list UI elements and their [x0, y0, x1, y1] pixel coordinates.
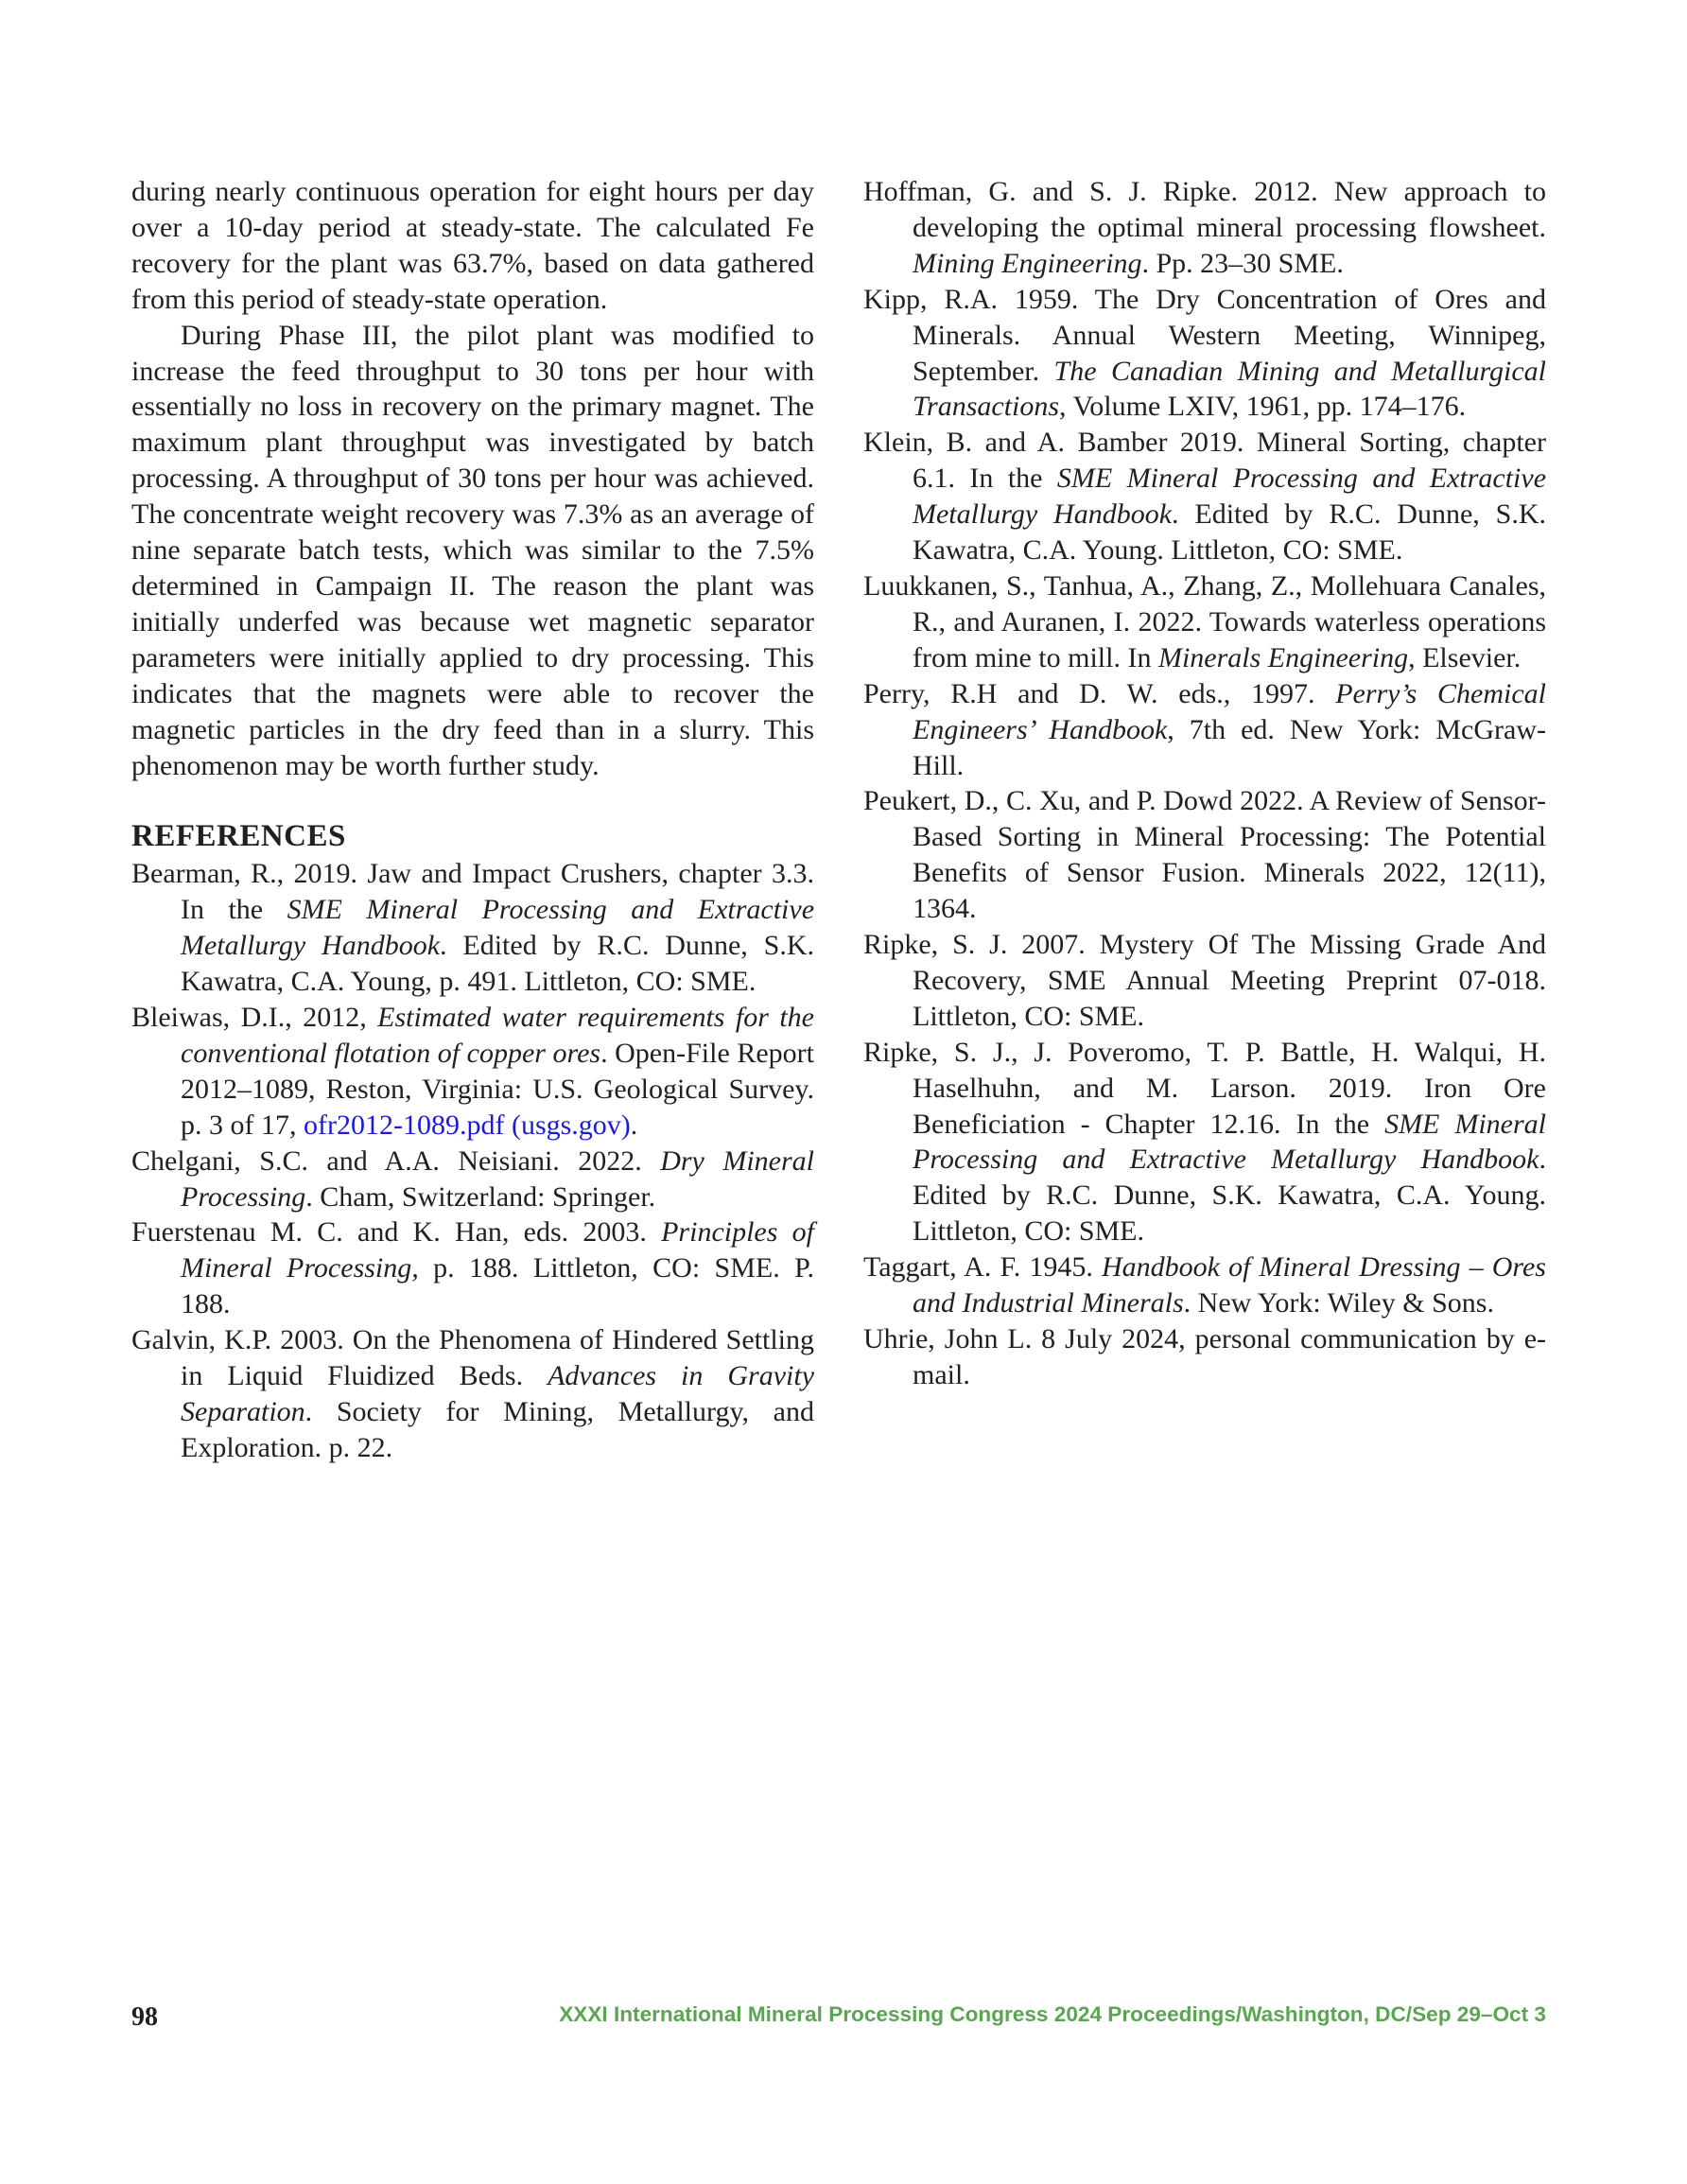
reference-link[interactable]: ofr2012-1089.pdf (usgs.gov): [304, 1109, 631, 1141]
reference-entry: Chelgani, S.C. and A.A. Neisiani. 2022. Dry Mineral Processing. Cham, Switzerland: Springer.: [131, 1144, 814, 1213]
reference-entry: Galvin, K.P. 2003. On the Phenomena of Hindered Settling in Liquid Fluidized Beds. Advances in Gravity Separation. Society for Mining, Metallurgy, and Exploration. p. 22.: [131, 1324, 815, 1463]
reference-entry: Klein, B. and A. Bamber 2019. Mineral Sorting, chapter 6.1. In the SME Mineral Processing and Extractive Metallurgy Handbook. Edited by R.C. Dunne, S.K. Kawatra, C.A. Young. Littleton, CO: SME.: [863, 427, 1547, 567]
reference-entry: Ripke, S. J., J. Poveromo, T. P. Battle, H. Walqui, H. Haselhuhn, and M. Larson. 2019. Iron Ore Beneficiation - Chapter 12.16. In the SME Mineral Processing and Extractive Metallurgy Handbook. Edited by R.C. Dunne, S.K. Kawatra, C.A. Young. Littleton, CO: SME.: [863, 1036, 1547, 1248]
reference-entry: Taggart, A. F. 1945. Handbook of Mineral Dressing – Ores and Industrial Minerals. New York: Wiley & Sons.: [863, 1251, 1546, 1319]
running-footer: XXXI International Mineral Processing Congress 2024 Proceedings/Washington, DC/Sep 29–Oct 3: [559, 2002, 1546, 2026]
body-paragraph: during nearly continuous operation for eight hours per day over a 10-day period at steady-state. The calculated Fe recovery for the plant was 63.7%, based on data gathered from this period of steady-state operation.: [131, 176, 814, 315]
reference-entry: Bleiwas, D.I., 2012, Estimated water requirements for the conventional flotation of copper ores. Open-File Report 2012–1089, Reston, Virginia: U.S. Geological Survey. p. 3 of 17, ofr2012-1089.pdf (usgs.gov).: [131, 1002, 815, 1141]
reference-entry: Bearman, R., 2019. Jaw and Impact Crushers, chapter 3.3. In the SME Mineral Processing and Extractive Metallurgy Handbook. Edited by R.C. Dunne, S.K. Kawatra, C.A. Young, p. 491. Littleton, CO: SME.: [131, 858, 815, 998]
references-heading: REFERENCES: [131, 819, 346, 854]
reference-entry: Luukkanen, S., Tanhua, A., Zhang, Z., Mollehuara Canales, R., and Auranen, I. 2022. Towards waterless operations from mine to mill. In Minerals Engineering, Elsevier.: [863, 569, 1546, 673]
reference-entry: Hoffman, G. and S. J. Ripke. 2012. New approach to developing the optimal mineral processing flowsheet. Mining Engineering. Pp. 23–30 SME.: [863, 176, 1546, 279]
reference-entry: Ripke, S. J. 2007. Mystery Of The Missing Grade And Recovery, SME Annual Meeting Preprint 07-018. Littleton, CO: SME.: [863, 929, 1546, 1032]
reference-entry: Kipp, R.A. 1959. The Dry Concentration of Ores and Minerals. Annual Western Meeting, Winnipeg, September. The Canadian Mining and Metallurgical Transactions, Volume LXIV, 1961, pp. 174–176.: [863, 283, 1546, 423]
reference-entry: Uhrie, John L. 8 July 2024, personal communication by e-mail.: [863, 1323, 1546, 1390]
left-column: [131, 174, 814, 1466]
reference-entry: Peukert, D., C. Xu, and P. Dowd 2022. A Review of Sensor-Based Sorting in Mineral Processing: The Potential Benefits of Sensor Fusion. Minerals 2022, 12(11), 1364.: [863, 785, 1546, 925]
body-paragraph: During Phase III, the pilot plant was modified to increase the feed throughput to 30 tons per hour with essentially no loss in recovery on the primary magnet. The maximum plant throughput was investigated by batch processing. A throughput of 30 tons per hour was achieved. The concentrate weight recovery was 7.3% as an average of nine separate batch tests, which was similar to the 7.5% determined in Campaign II. The reason the plant was initially underfed was because wet magnetic separator parameters were initially applied to dry processing. This indicates that the magnets were able to recover the magnetic particles in the dry feed than in a slurry. This phenomenon may be worth further study.: [131, 319, 814, 781]
right-column: [863, 174, 1546, 1393]
reference-entry: Fuerstenau M. C. and K. Han, eds. 2003. Principles of Mineral Processing, p. 188. Littleton, CO: SME. P. 188.: [131, 1216, 814, 1320]
reference-entry: Perry, R.H and D. W. eds., 1997. Perry’s Chemical Engineers’ Handbook, 7th ed. New York: McGraw-Hill.: [863, 677, 1546, 781]
page-number: 98: [131, 2002, 158, 2032]
